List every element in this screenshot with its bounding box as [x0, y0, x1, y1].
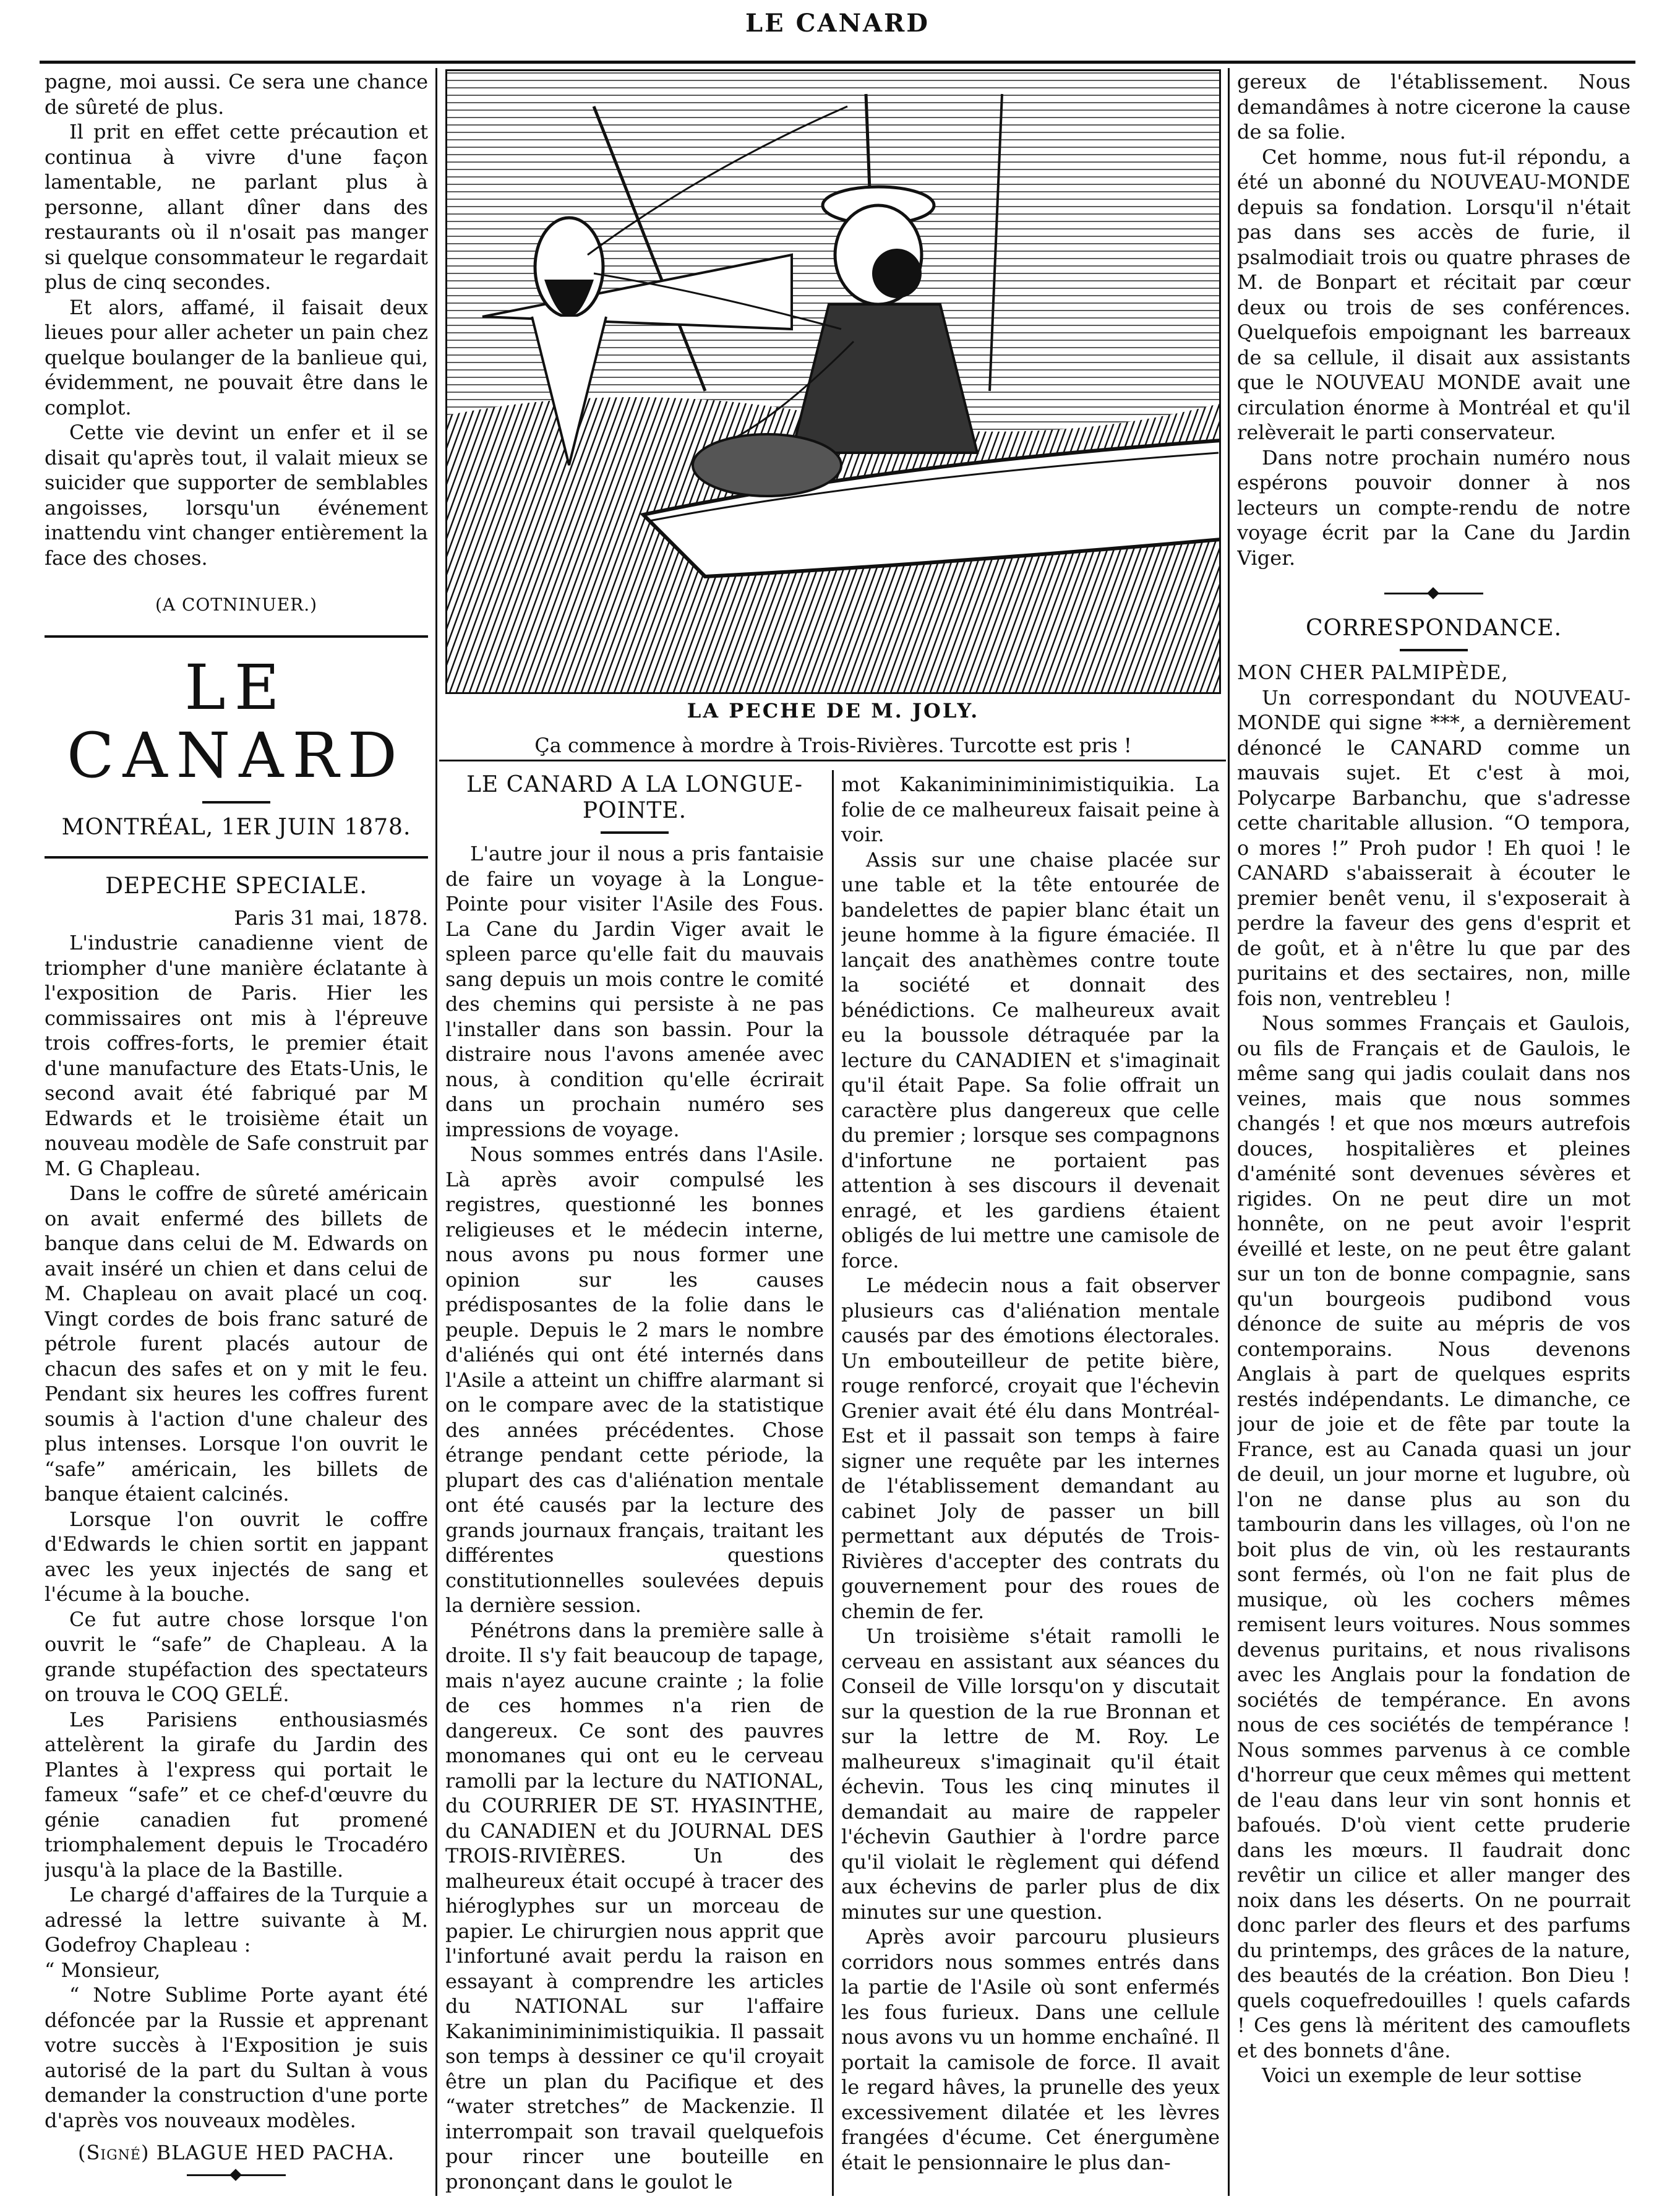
- masthead: LE CANARD: [67, 651, 406, 792]
- depeche-place: Paris 31 mai, 1878.: [234, 906, 428, 930]
- col3-paragraph: mot Kakaniminiminimistiquikia. La folie de ce malheureux faisait peine à voir.: [841, 773, 1220, 846]
- depeche-paragraph: Le chargé d'affaires de la Turquie a adressé la lettre suivante à M. Godefroy Chapleau :: [45, 1883, 428, 1957]
- col3-paragraph: Après avoir parcouru plusieurs corridors nous sommes entrés dans la partie de l'Asile où sont enfermés les fous furieux. Dans une cellule nous avons vu un homme enchaîné. Il portait la camisole de force. Il avait le regard hâves, la prunelle des yeux excessivement dilatée et les lèvres frangées d'écume. Cet énergumène était le pensionnaire le plus dan-: [841, 1925, 1220, 2174]
- letter-paragraph: Un correspondant du NOUVEAU-MONDE qui signe ***, a dernièrement dénoncé le CANARD comme un mauvais sujet. Et c'est à moi, Polycarpe Barbanchu, que s'adresse cette charitable allusion. “O tempora, o mores !” Proh pudor ! Eh quoi ! le CANARD s'abaisserait à écouter le premier benêt venu, il s'exposerait à perdre la faveur des gens d'esprit et de goût, et à n'être lu que par des puritains et des sectaires, non, mille fois non, ventrebleu !: [1237, 685, 1630, 1010]
- top-rule: [40, 61, 1635, 64]
- salutation: MON CHER PALMIPÈDE,: [1237, 661, 1509, 684]
- depeche-paragraph: Les Parisiens enthousiasmés attelèrent la girafe du Jardin des Plantes à l'express qui portait le fameux “safe” et ce chef-d'œuvre du génie canadien fut promené triomphalement depuis le Trocadéro jusqu'à la place de la Bastille.: [45, 1707, 428, 1882]
- depeche-paragraph: “ Notre Sublime Porte ayant été défoncée par la Russie et apprenant votre succès à l'Exposition je suis autorisé de la part du Sultan à vous demander la construction d'une porte d'après vos nouveaux modèles.: [45, 1983, 428, 2132]
- section-rule: [45, 635, 428, 638]
- letter-paragraph: Voici un exemple de leur sottise: [1262, 2064, 1582, 2087]
- title-rule: [601, 831, 669, 834]
- depeche-paragraph: L'industrie canadienne vient de triompher d'une manière éclatante à l'exposition de Paris. Hier les commissaires ont mis à l'épreuve trois coffres-forts, le premier était d'une manufacture des Etats-Unis, le second avait été fabriqué par M Edwards et le troisième était un nouveau modèle de Safe construit par M. G Chapleau.: [45, 931, 428, 1180]
- col1-paragraph: Et alors, affamé, il faisait deux lieues pour aller acheter un pain chez quelque boulanger de la banlieue qui, évidemment, ne pouvait être dans le complot.: [45, 295, 428, 419]
- col1-paragraph: Cette vie devint un enfer et il se disait qu'après tout, il valait mieux se suicider que supporter de semblables angoisses, lorsqu'un événement inattendu vint changer entièrement la face des choses.: [45, 421, 428, 570]
- illustration: [445, 69, 1221, 694]
- col4-paragraph: Dans notre prochain numéro nous espérons pouvoir donner à nos lecteurs un compte-rendu de notre voyage écrit par la Cane du Jardin Viger.: [1237, 445, 1630, 570]
- caption-text: Ça commence à mordre à Trois-Rivières. Turcotte est pris !: [534, 734, 1132, 757]
- col1-paragraph: pagne, moi aussi. Ce sera une chance de sûreté de plus.: [45, 70, 428, 119]
- col4-paragraph: gereux de l'établissement. Nous demandâmes à notre cicerone la cause de sa folie.: [1237, 70, 1630, 144]
- col2-paragraph: L'autre jour il nous a pris fantaisie de faire un voyage à la Longue-Pointe pour visiter l'Asile des Fous. La Cane du Jardin Viger avait le spleen parce qu'elle fait du mauvais sang depuis un mois contre le comité des chemins qui persiste à ne pas l'installer dans son bassin. Pour la distraire nous l'avons amenée avec nous, à condition qu'elle écrirait dans un prochain numéro ses impressions de voyage.: [445, 842, 824, 1141]
- col1-paragraph: Il prit en effet cette précaution et continua à vivre d'une façon lamentable, ne parlant plus à personne, allant dîner dans des restaurants où il n'osait pas manger si quelque consommateur le regardait plus de cinq secondes.: [45, 120, 428, 294]
- column-3: [841, 772, 1220, 2197]
- col3-paragraph: Assis sur une chaise placée sur une table et la tête entourée de bandelettes de papier blanc était un jeune homme à la figure émaciée. Il lançait des anathèmes contre toute la société et donnait des bénédictions. Ce malheureux avait eu la boussole détraquée par la lecture du CANADIEN et s'imaginait qu'il était Pape. Sa folie offrait un caractère plus dangereux que celle du premier ; lorsque ses compagnons d'infortune ne portaient pas attention à ses discours il devenait enragé, et les gardiens étaient obligés de lui mettre une camisole de force.: [841, 847, 1220, 1272]
- correspondance-title: CORRESPONDANCE.: [1305, 615, 1562, 641]
- depeche-paragraph: Ce fut autre chose lorsque l'on ouvrit le “safe” de Chapleau. A la grande stupéfaction des spectateurs on trouva le COQ GELÉ.: [45, 1607, 428, 1706]
- illustration-bottom-rule: [439, 760, 1226, 761]
- caption-title: LA PECHE DE M. JOLY.: [687, 699, 980, 722]
- depeche-paragraph: “ Monsieur,: [45, 1958, 161, 1982]
- col4-paragraph: Cet homme, nous fut-il répondu, a été un abonné du NOUVEAU-MONDE depuis sa fondation. Lorsqu'il n'était pas dans ses accès de furie, il psalmodiait trois ou quatre phrases de M. de Bonpart et récitait par cœur deux ou trois de ses conférences. Quelquefois empoignant les barreaux de sa cellule, il disait aux assistants que le NOUVEAU MONDE avait une circulation énorme à Montréal et qu'il relèverait le parti conservateur.: [1237, 145, 1630, 444]
- running-head: LE CANARD: [745, 9, 930, 38]
- article-title: LE CANARD A LA LONGUE-POINTE.: [466, 772, 803, 823]
- col3-paragraph: Un troisième s'était ramolli le cerveau en assistant aux séances du Conseil de Ville lorsqu'on y discutait sur la question de la rue Bronnan et sur la lettre de M. Roy. Le malheureux s'imaginait qu'il était échevin. Tous les cinq minutes il demandait au maire de rappeler l'échevin Gauthier à l'ordre parce qu'il violait le règlement qui défend aux échevins de parler plus de dix minutes sur une question.: [841, 1624, 1220, 1924]
- col2-paragraph: Pénétrons dans la première salle à droite. Il s'y fait beaucoup de tapage, mais n'ayez aucune crainte ; la folie de ces hommes n'a rien de dangereux. Ce sont des pauvres monomanes qui ont eu le cerveau ramolli par la lecture du NATIONAL, du COURRIER DE ST. HYASINTHE, du CANADIEN et du JOURNAL DES TROIS-RIVIÈRES. Un des malheureux était occupé à tracer des hiéroglyphes sur un morceau de papier. Le chirurgien nous apprit que l'infortuné avait perdu la raison en essayant à comprendre les articles du NATIONAL sur l'affaire Kakaniminiminimistiquikia. Il passait son temps à dessiner ce qu'il croyait être un plan du Pacifique et des “water stretches” de Mackenzie. Il interrompait son travail quelquefois pour rincer une bouteille en prononçant dans le goulot le: [445, 1618, 824, 2193]
- illustration-caption: [445, 699, 1221, 757]
- continued-note: (A COTNINUER.): [155, 594, 318, 615]
- section-rule: [45, 856, 428, 859]
- col3-paragraph: Le médecin nous a fait observer plusieurs cas d'aliénation mentale causés par des émotions électorales. Un embouteilleur de petite bière, rouge renforcé, croyait que l'échevin Grenier avait été élu dans Montréal-Est et il passait son temps à faire signer une requête par les internes de l'établissement demandant au cabinet Joly de passer un bill permettant aux députés de Trois-Rivières d'accepter des contrats du gouvernement pour des roues de chemin de fer.: [841, 1274, 1220, 1623]
- end-ornament: [187, 2174, 286, 2176]
- masthead-rule: [202, 801, 270, 804]
- depeche-paragraph: Dans le coffre de sûreté américain on avait enfermé des billets de banque dans celui de M. Edwards on avait inséré un chien et dans celui de M. Chapleau on avait placé un coq. Vingt cordes de bois franc saturé de pétrole furent placés autour de chacun des safes et on y mit le feu. Pendant six heures les coffres furent soumis à l'action d'une chaleur des plus intenses. Lorsque l'on ouvrit le “safe” américain, les billets de banque étaient calcinés.: [45, 1181, 428, 1506]
- column-rule-2: [1228, 68, 1230, 2196]
- column-rule-1: [435, 68, 437, 2196]
- section-ornament: [1384, 593, 1483, 594]
- depeche-paragraph: Lorsque l'on ouvrit le coffre d'Edwards le chien sortit en jappant avec les yeux injectés de sang et l'écume à la bouche.: [45, 1507, 428, 1606]
- column-rule-3: [832, 770, 834, 2196]
- column-1: [45, 69, 428, 2197]
- col2-paragraph: Nous sommes entrés dans l'Asile. Là après avoir compulsé les registres, questionné les bonnes religieuses et le médecin interne, nous avons pu nous former une opinion sur les causes prédisposantes de la folie dans le peuple. Depuis le 2 mars le nombre d'aliénés qui ont été internés dans l'Asile a atteint un chiffre alarmant si on le compare avec de la statistique des années précédentes. Chose étrange pendant cette période, la plupart des cas d'aliénation mentale ont été causés par la lecture des grands journaux français, traitant les différentes questions constitutionnelles soulevées depuis la dernière session.: [445, 1142, 824, 1617]
- column-2: [445, 772, 824, 2197]
- depeche-title: DEPECHE SPECIALE.: [105, 873, 367, 899]
- correspondance-rule: [1400, 649, 1468, 651]
- letter-paragraph: Nous sommes Français et Gaulois, ou fils de Français et de Gaulois, le même sang qui jadis coulait dans nos veines, mais que nous sommes changés ! et que nos mœurs autrefois douces, hospitalières et pleines d'aménité sont devenues sévères et rigides. On ne peut dire un mot honnête, on ne peut avoir l'esprit éveillé et leste, on ne peut être galant sur un ton de bonne compagnie, sans qu'un bourgeois pudibond vous dénonce de suite au mépris de vos contemporains. Nous devenons Anglais à part de quelques esprits restés indépendants. Le dimanche, ce jour de joie et de fête par toute la France, est au Canada quasi un jour de deuil, un jour morne et lugubre, où l'on ne danse plus au son du tambourin dans les villages, où l'on ne boit plus de vin, où les restaurants sont fermés, où l'on ne fait plus de musique, où les cochers mêmes remisent leurs voitures. Nous sommes devenus puritains, et nous rivalisons avec les Anglais pour la fondation de sociétés de tempérance. En avons nous de ces sociétés de tempérance ! Nous sommes parvenus à ce comble d'horreur que ceux mêmes qui mettent de l'eau dans leur vin sont honnis et bafoués. D'où vient cette pruderie dans les mœurs. Il faudrait donc revêtir un cilice et aller manger des noix dans les déserts. On ne pourrait donc parler des fleurs et des parfums du printemps, des grâces de la nature, des beautés de la création. Bon Dieu ! quels coquefredouilles ! quels cafards ! Ces gens là méritent des camouflets et des bonnets d'âne.: [1237, 1011, 1630, 2062]
- signature: (Signé) BLAGUE HED PACHA.: [77, 2141, 395, 2164]
- column-4: [1237, 69, 1630, 2197]
- dateline: MONTRÉAL, 1ER JUIN 1878.: [61, 814, 411, 840]
- fishing-cartoon-image: [445, 69, 1221, 694]
